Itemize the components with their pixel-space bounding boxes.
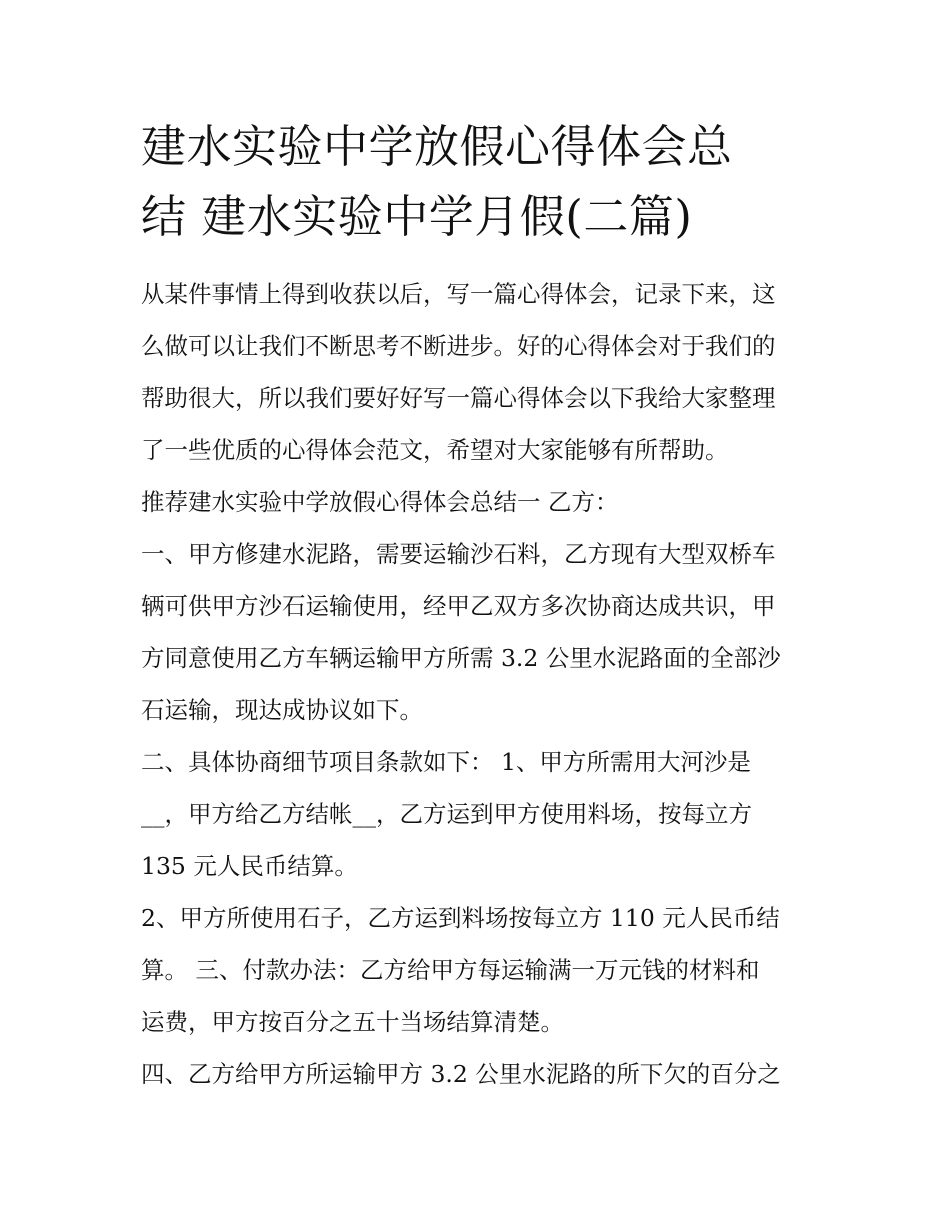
text-line: 135 元人民币结算。	[141, 852, 358, 880]
text-line: 2、甲方所使用石子，乙方运到料场按每立方 110 元人民币结	[141, 904, 780, 932]
text-line: 算。 三、付款办法：乙方给甲方每运输满一万元钱的材料和	[141, 956, 760, 984]
text-line: 石运输，现达成协议如下。	[141, 696, 423, 724]
title-line: 建水实验中学放假心得体会总	[141, 120, 733, 173]
document-body	[141, 268, 813, 1100]
text-line: 从某件事情上得到收获以后，写一篇心得体会，记录下来，这	[141, 280, 776, 308]
text-line: 一、甲方修建水泥路，需要运输沙石料，乙方现有大型双桥车	[141, 540, 776, 568]
paragraph-clause-1	[141, 528, 813, 736]
text-line: 么做可以让我们不断思考不断进步。好的心得体会对于我们的	[141, 332, 776, 360]
text-line: 帮助很大，所以我们要好好写一篇心得体会以下我给大家整理	[141, 384, 776, 412]
title-line: 结 建水实验中学月假(二篇)	[141, 190, 693, 243]
text-line: 四、乙方给甲方所运输甲方 3.2 公里水泥路的所下欠的百分之	[141, 1060, 781, 1088]
text-line: 方同意使用乙方车辆运输甲方所需 3.2 公里水泥路面的全部沙	[141, 644, 781, 672]
document-page	[141, 112, 813, 1100]
paragraph-recommend	[141, 476, 813, 528]
text-line: 二、具体协商细节项目条款如下： 1、甲方所需用大河沙是	[141, 748, 751, 776]
document-title	[141, 112, 813, 252]
text-line: 了一些优质的心得体会范文，希望对大家能够有所帮助。	[141, 436, 729, 464]
paragraph-clause-4	[141, 1048, 813, 1100]
text-line: 辆可供甲方沙石运输使用，经甲乙双方多次协商达成共识，甲	[141, 592, 776, 620]
text-line: 运费，甲方按百分之五十当场结算清楚。	[141, 1008, 564, 1036]
paragraph-intro	[141, 268, 813, 476]
text-line: 推荐建水实验中学放假心得体会总结一 乙方：	[141, 488, 619, 516]
paragraph-clause-2-item-2	[141, 892, 813, 1048]
text-line: __，甲方给乙方结帐__，乙方运到甲方使用料场，按每立方	[141, 800, 752, 828]
paragraph-clause-2	[141, 736, 813, 892]
